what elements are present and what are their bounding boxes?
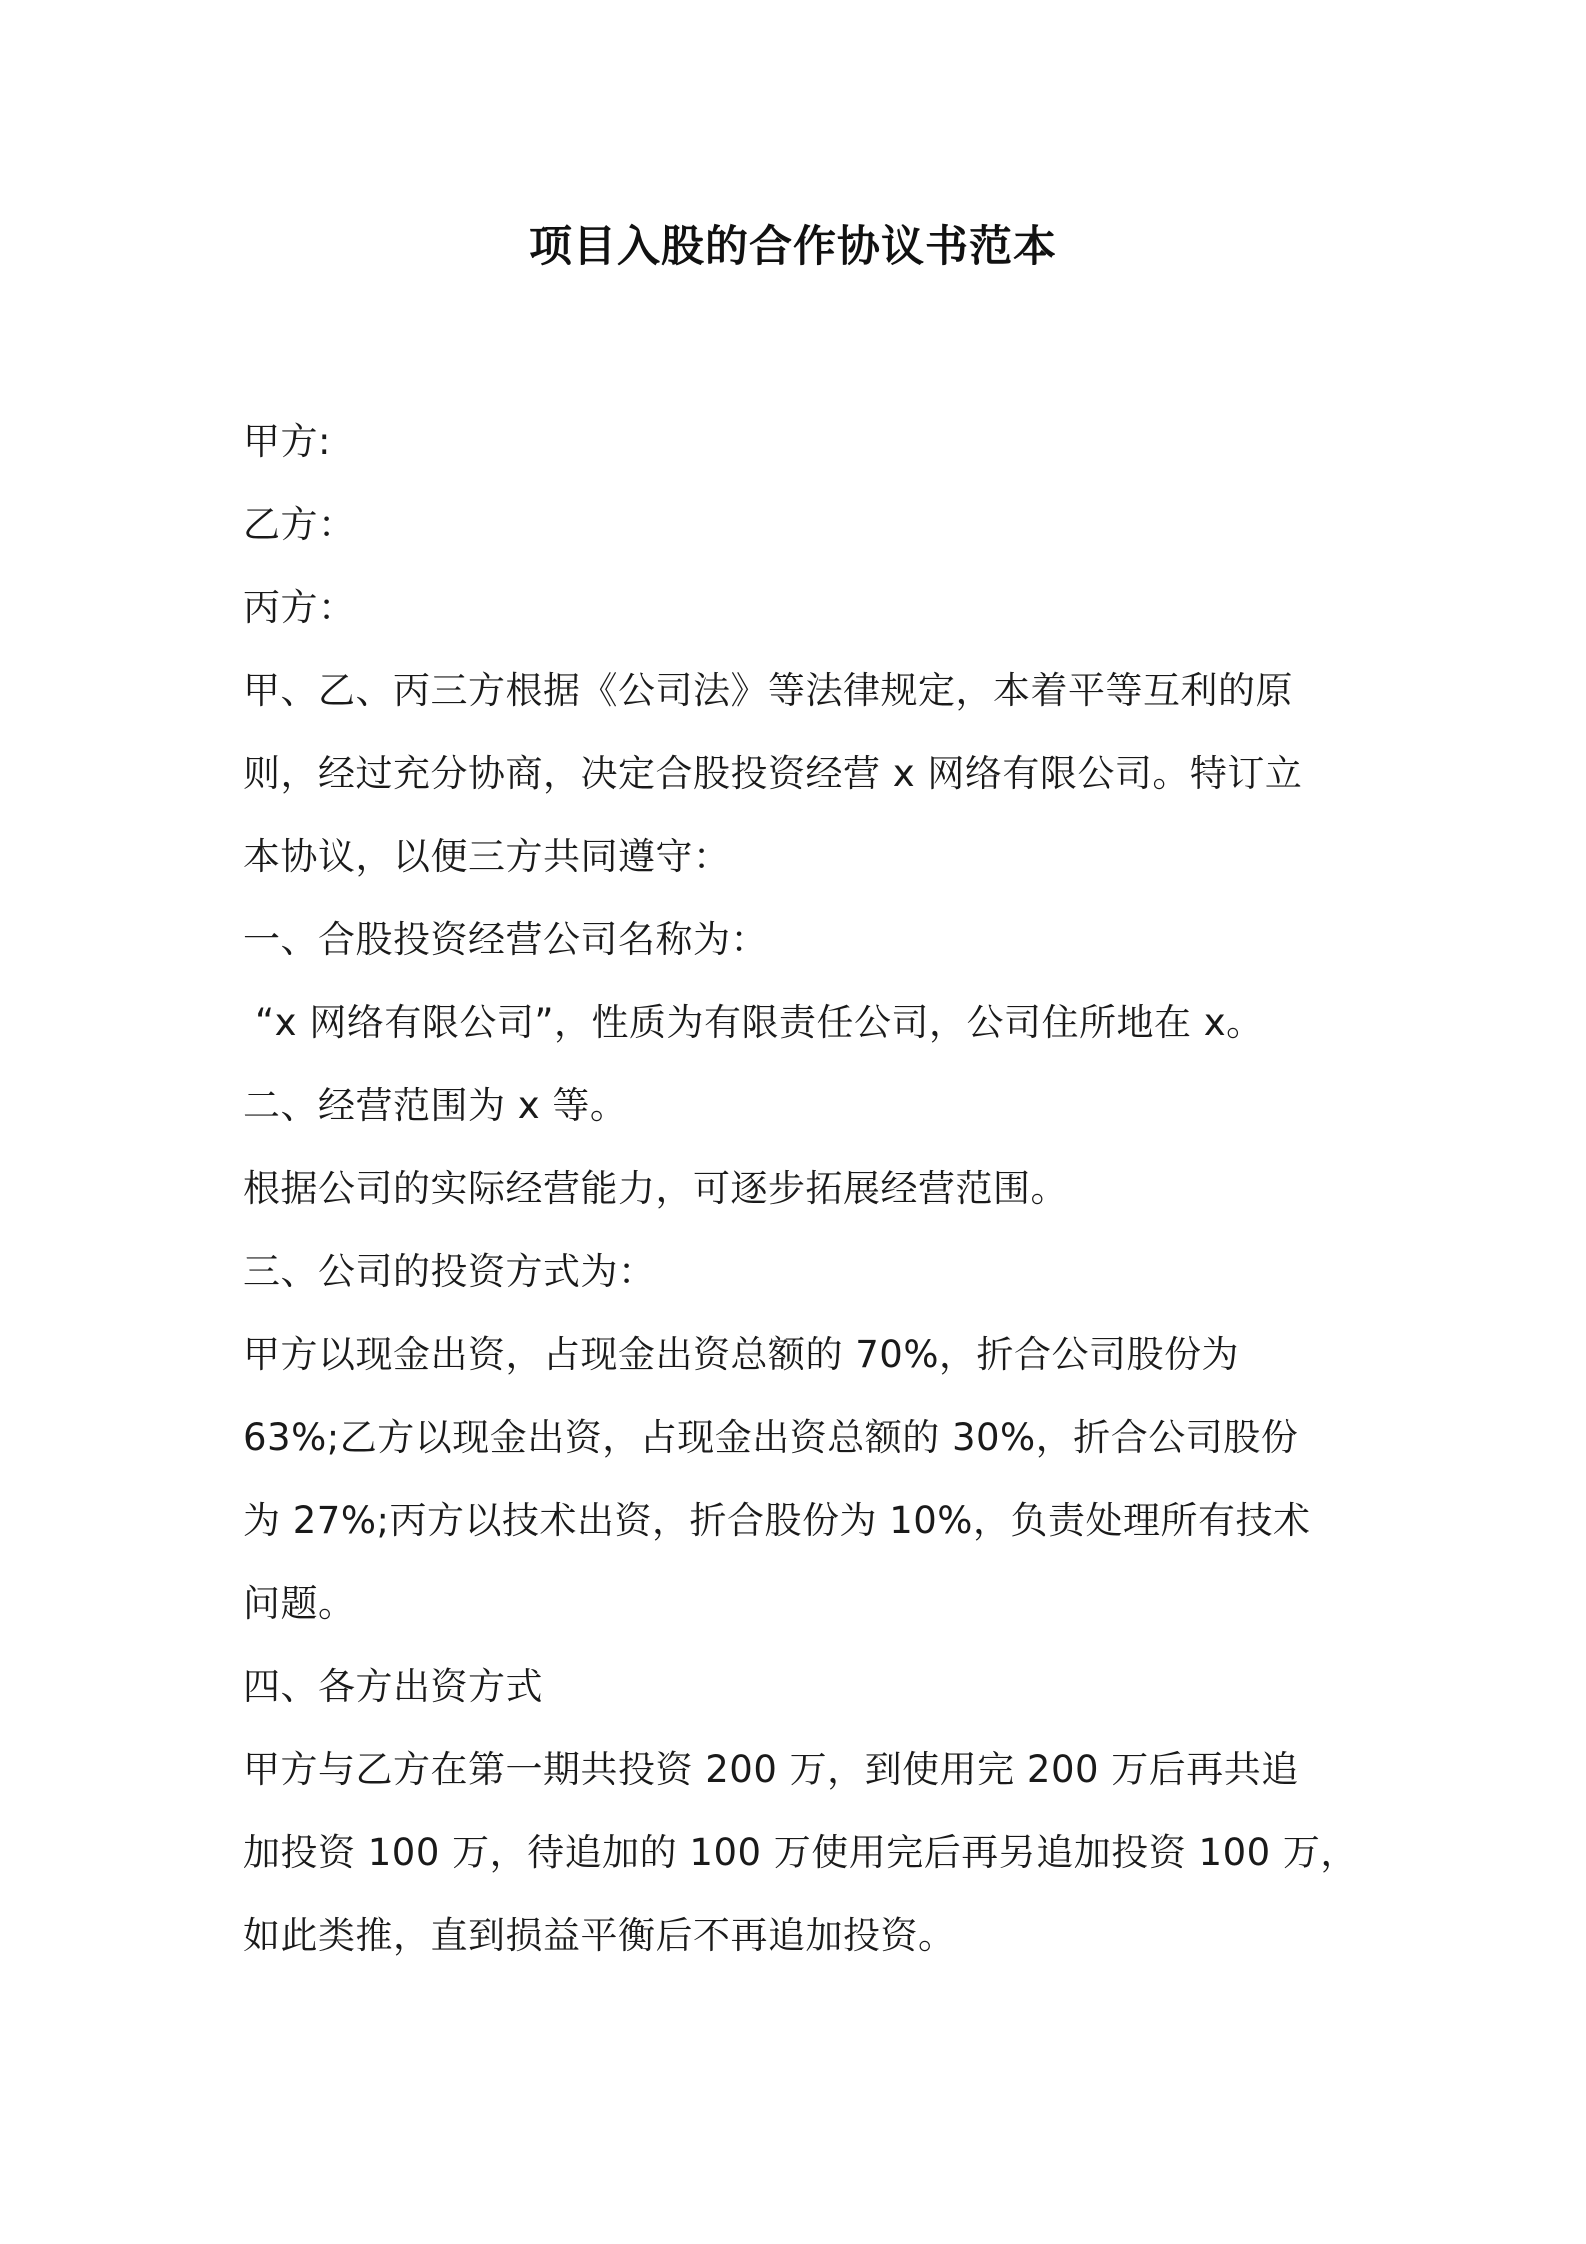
preamble-line-2: 则，经过充分协商，决定合股投资经营 x 网络有限公司。特订立: [243, 752, 1303, 795]
section-4-text-1: 甲方与乙方在第一期共投资 200 万，到使用完 200 万后再共追: [243, 1748, 1299, 1791]
section-2-text: 根据公司的实际经营能力，可逐步拓展经营范围。: [243, 1167, 1068, 1210]
party-b-line: 乙方：: [243, 503, 356, 546]
section-1-company-name: “x 网络有限公司”，性质为有限责任公司，公司住所地在 x。: [255, 1001, 1264, 1044]
section-2-heading: 二、经营范围为 x 等。: [243, 1084, 628, 1127]
section-3-text-3: 为 27%;丙方以技术出资，折合股份为 10%，负责处理所有技术: [243, 1499, 1311, 1542]
document-body: [243, 400, 1363, 1977]
section-4-text-3: 如此类推，直到损益平衡后不再追加投资。: [243, 1914, 956, 1957]
section-4-text-2: 加投资 100 万，待追加的 100 万使用完后再另追加投资 100 万，: [243, 1831, 1358, 1874]
section-3-text-4: 问题。: [243, 1582, 356, 1625]
party-c-line: 丙方：: [243, 586, 356, 629]
section-4-heading: 四、各方出资方式: [243, 1665, 543, 1708]
section-3-text-2: 63%;乙方以现金出资，占现金出资总额的 30%，折合公司股份: [243, 1416, 1299, 1459]
section-1-heading: 一、合股投资经营公司名称为：: [243, 918, 768, 961]
party-a-line: 甲方:: [243, 420, 331, 463]
document-title: 项目入股的合作协议书范本: [529, 222, 1057, 272]
preamble-line-3: 本协议，以便三方共同遵守：: [243, 835, 731, 878]
section-3-heading: 三、公司的投资方式为：: [243, 1250, 656, 1293]
section-3-text-1: 甲方以现金出资，占现金出资总额的 70%，折合公司股份为: [243, 1333, 1239, 1376]
preamble-line-1: 甲、乙、丙三方根据《公司法》等法律规定，本着平等互利的原: [243, 669, 1293, 712]
